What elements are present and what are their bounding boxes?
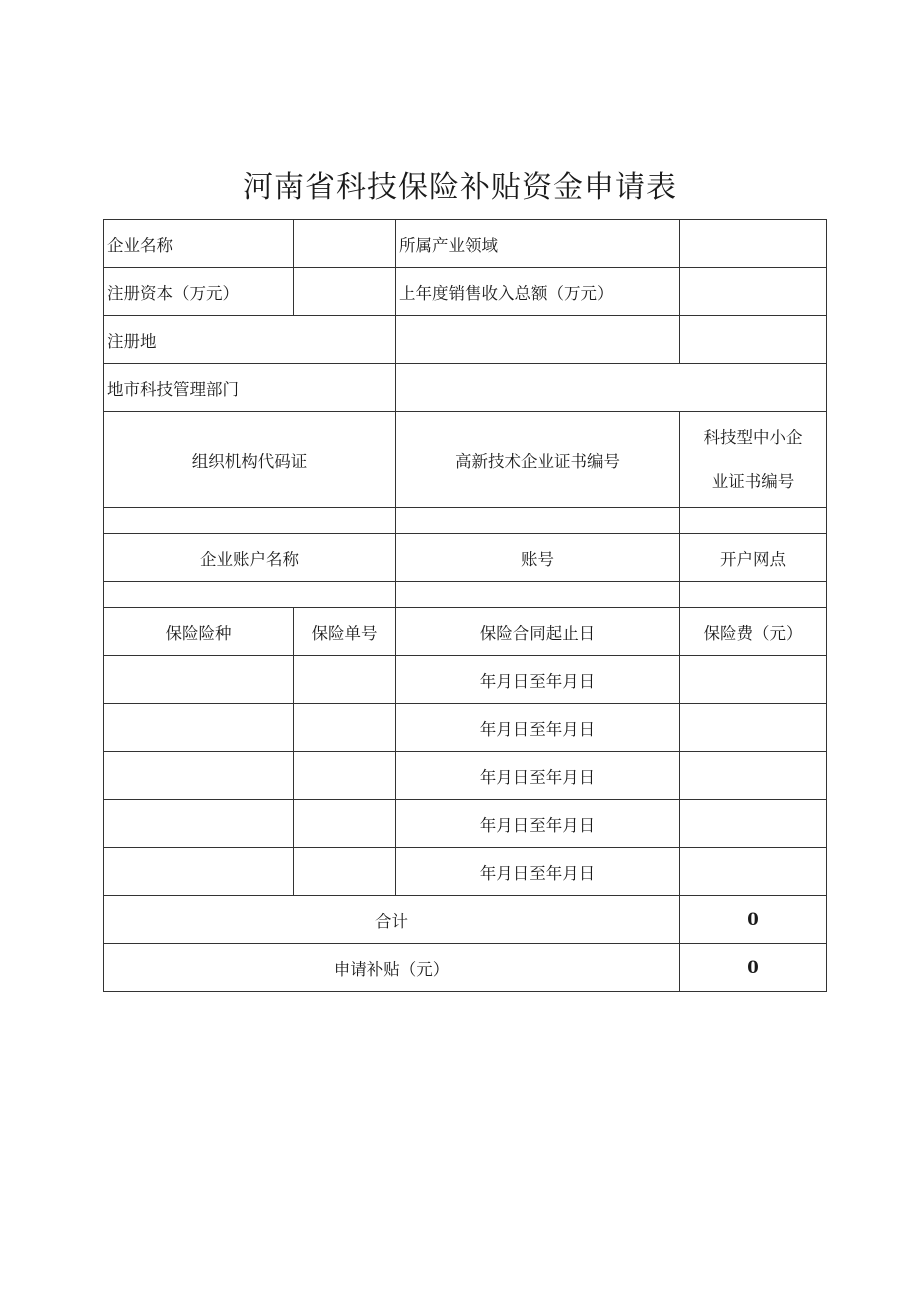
sme-cert-header	[680, 412, 827, 508]
policy-number-field[interactable]	[294, 704, 396, 752]
company-row	[104, 220, 827, 268]
cert-header-row	[104, 412, 827, 508]
policy-number-field[interactable]	[294, 848, 396, 896]
contract-period-field[interactable]: 年月日至年月日	[396, 848, 680, 896]
contract-period-field[interactable]: 年月日至年月日	[396, 704, 680, 752]
insurance-type-field[interactable]	[104, 656, 294, 704]
insurance-type-field[interactable]	[104, 848, 294, 896]
premium-field[interactable]	[680, 848, 827, 896]
application-form-table	[103, 219, 827, 992]
bank-branch-header: 开户网点	[680, 534, 827, 582]
registered-capital-field[interactable]	[294, 268, 396, 316]
sme-cert-header-line1: 科技型中小企	[703, 427, 803, 447]
management-dept-field[interactable]	[396, 364, 827, 412]
dept-row	[104, 364, 827, 412]
account-number-field[interactable]	[396, 582, 680, 608]
contract-period-field[interactable]: 年月日至年月日	[396, 752, 680, 800]
insurance-type-field[interactable]	[104, 800, 294, 848]
company-name-label: 企业名称	[104, 220, 294, 268]
org-code-header: 组织机构代码证	[104, 412, 396, 508]
insurance-row	[104, 800, 827, 848]
total-label: 合计	[104, 896, 680, 944]
industry-field-label: 所属产业领域	[396, 220, 680, 268]
address-row	[104, 316, 827, 364]
annual-sales-field[interactable]	[680, 268, 827, 316]
org-code-field[interactable]	[104, 508, 396, 534]
insurance-row	[104, 848, 827, 896]
contract-period-field[interactable]: 年月日至年月日	[396, 656, 680, 704]
subsidy-row	[104, 944, 827, 992]
account-number-header: 账号	[396, 534, 680, 582]
policy-number-header: 保险单号	[294, 608, 396, 656]
total-row	[104, 896, 827, 944]
insurance-header-row	[104, 608, 827, 656]
subsidy-value: 0	[680, 944, 827, 992]
contract-period-field[interactable]: 年月日至年月日	[396, 800, 680, 848]
account-name-field[interactable]	[104, 582, 396, 608]
bank-branch-field[interactable]	[680, 582, 827, 608]
industry-field[interactable]	[680, 220, 827, 268]
policy-number-field[interactable]	[294, 752, 396, 800]
hightech-cert-header: 高新技术企业证书编号	[396, 412, 680, 508]
total-value: 0	[680, 896, 827, 944]
premium-field[interactable]	[680, 656, 827, 704]
insurance-type-header: 保险险种	[104, 608, 294, 656]
capital-row	[104, 268, 827, 316]
insurance-row	[104, 752, 827, 800]
insurance-row	[104, 656, 827, 704]
premium-field[interactable]	[680, 704, 827, 752]
policy-number-field[interactable]	[294, 656, 396, 704]
annual-sales-label: 上年度销售收入总额（万元）	[396, 268, 680, 316]
insurance-type-field[interactable]	[104, 704, 294, 752]
company-name-field[interactable]	[294, 220, 396, 268]
hightech-cert-field[interactable]	[396, 508, 680, 534]
account-input-row	[104, 582, 827, 608]
sme-cert-field[interactable]	[680, 508, 827, 534]
account-name-header: 企业账户名称	[104, 534, 396, 582]
registered-capital-label: 注册资本（万元）	[104, 268, 294, 316]
premium-header: 保险费（元）	[680, 608, 827, 656]
form-title: 河南省科技保险补贴资金申请表	[243, 170, 677, 205]
subsidy-label: 申请补贴（元）	[104, 944, 680, 992]
registered-address-field[interactable]	[396, 316, 680, 364]
policy-number-field[interactable]	[294, 800, 396, 848]
premium-field[interactable]	[680, 800, 827, 848]
insurance-type-field[interactable]	[104, 752, 294, 800]
account-header-row	[104, 534, 827, 582]
insurance-row	[104, 704, 827, 752]
registered-address-extra-field[interactable]	[680, 316, 827, 364]
premium-field[interactable]	[680, 752, 827, 800]
sme-cert-header-line2: 业证书编号	[711, 471, 795, 491]
contract-period-header: 保险合同起止日	[396, 608, 680, 656]
management-dept-label: 地市科技管理部门	[104, 364, 396, 412]
registered-address-label: 注册地	[104, 316, 396, 364]
cert-input-row	[104, 508, 827, 534]
